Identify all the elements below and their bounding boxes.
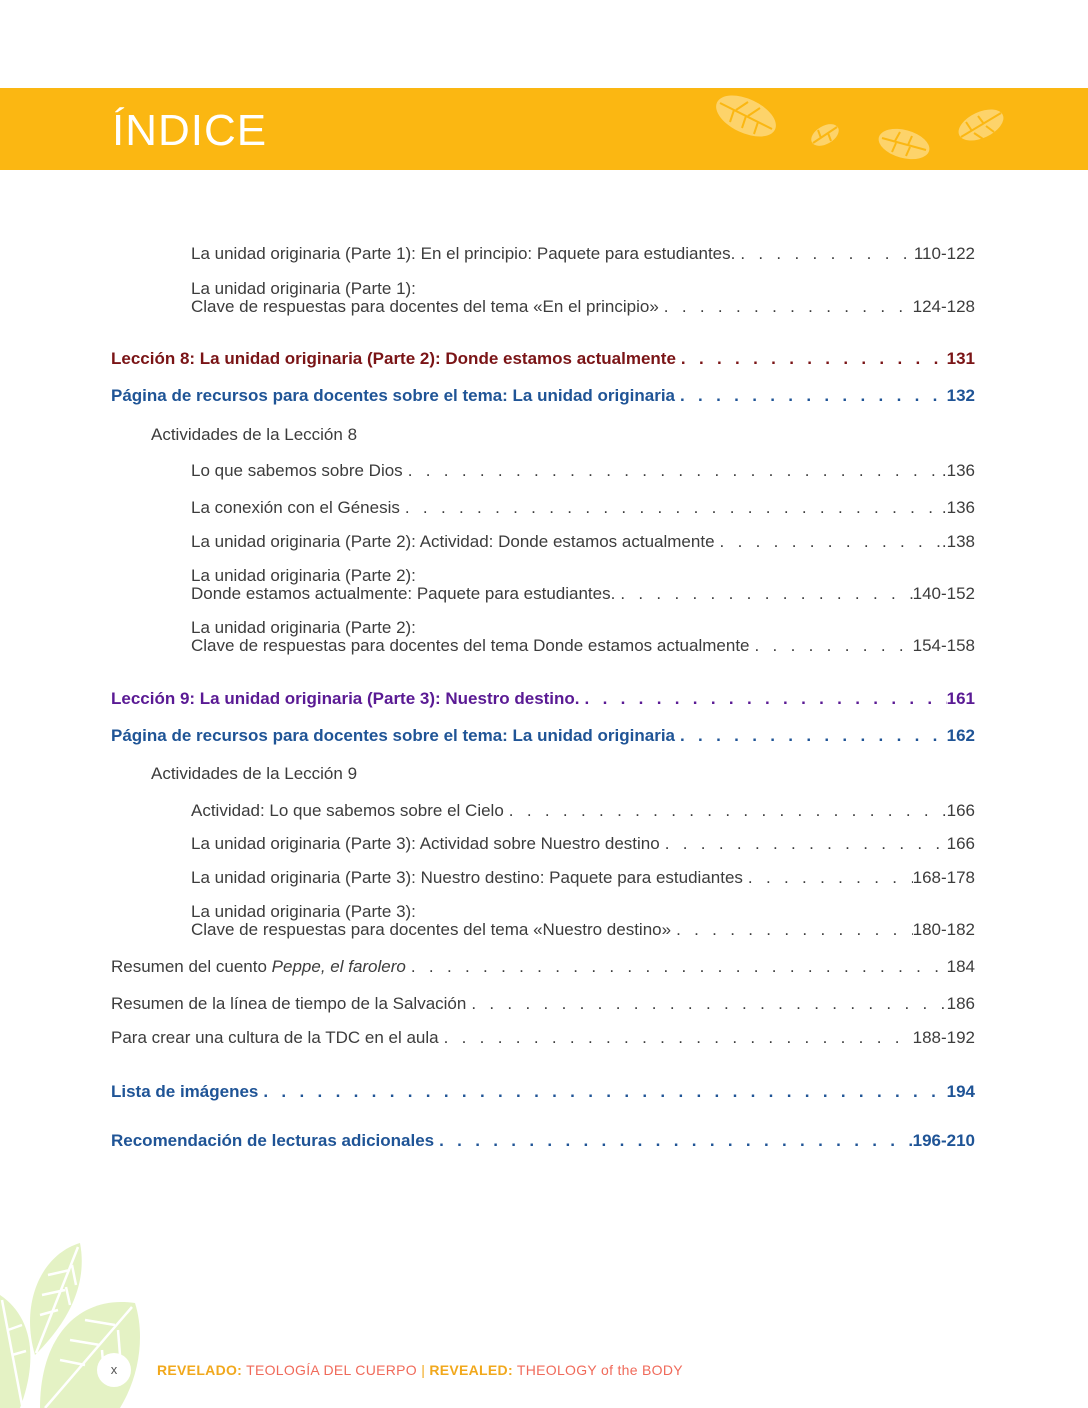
toc-section-heading: Actividades de la Lección 8 — [151, 425, 358, 444]
toc-entry[interactable] — [191, 619, 975, 655]
toc-entry[interactable] — [111, 1029, 975, 1047]
toc-entry-title-line1: La unidad originaria (Parte 3): — [191, 902, 416, 921]
toc-entry[interactable] — [111, 995, 975, 1013]
dot-leader — [715, 533, 942, 551]
dot-leader — [671, 921, 913, 939]
footer-es-title: TEOLOGÍA DEL CUERPO — [246, 1362, 417, 1378]
toc-section-heading: Actividades de la Lección 9 — [151, 764, 358, 783]
toc-entry-title: La unidad originaria (Parte 3): Nuestro destino: Paquete para estudiantes — [191, 868, 743, 887]
toc-entry-title: Lección 9: La unidad originaria (Parte 3): Nuestro destino. — [111, 689, 580, 708]
page-title: ÍNDICE — [112, 106, 268, 155]
toc-entry-title: Actividad: Lo que sabemos sobre el Cielo — [191, 801, 504, 820]
toc-entry-title: Lista de imágenes — [111, 1082, 259, 1101]
toc-entry-title: La unidad originaria (Parte 2): Actividad: Donde estamos actualmente — [191, 532, 715, 551]
footer-es-label: REVELADO: — [157, 1362, 243, 1378]
dot-leader — [403, 462, 942, 480]
toc-entry-pages: 131 — [946, 349, 975, 368]
toc-resource-entry[interactable] — [111, 387, 975, 405]
running-footer — [157, 1362, 683, 1378]
dot-leader — [439, 1029, 913, 1047]
toc-entry-pages: 162 — [946, 726, 975, 745]
toc-entry-title-line1: La unidad originaria (Parte 1): — [191, 279, 416, 298]
toc-entry[interactable] — [191, 499, 975, 517]
dot-leader — [659, 298, 913, 316]
toc-entry[interactable] — [111, 958, 975, 976]
toc-entry-pages: .136 — [941, 461, 975, 480]
toc-entry-pages: 196-210 — [912, 1131, 975, 1150]
dot-leader — [615, 585, 912, 603]
toc-entry-pages: 188-192 — [912, 1028, 975, 1047]
toc-entry-title-line1: La unidad originaria (Parte 2): — [191, 618, 416, 637]
toc-entry-pages: 180-182 — [912, 920, 975, 939]
toc-entry-pages: 154-158 — [912, 636, 975, 655]
dot-leader — [660, 835, 947, 853]
dot-leader — [504, 802, 947, 820]
leaves-decoration-icon — [700, 88, 1020, 170]
toc-entry-title: Para crear una cultura de la TDC en el aula — [111, 1028, 439, 1047]
footer-separator: | — [421, 1362, 426, 1378]
dot-leader — [400, 499, 942, 517]
toc-entry-pages: 132 — [946, 386, 975, 405]
dot-leader — [735, 245, 914, 263]
toc-entry[interactable] — [191, 462, 975, 480]
dot-leader — [580, 690, 947, 708]
dot-leader — [675, 387, 947, 405]
toc-entry-pages: 186 — [946, 994, 975, 1013]
toc-entry-title — [111, 958, 406, 976]
toc-entry-pages: 161 — [946, 689, 975, 708]
toc-entry-pages: 166 — [946, 801, 975, 820]
toc-entry-pages: 140-152 — [912, 584, 975, 603]
header-banner — [0, 88, 1088, 170]
page-number: x — [97, 1353, 131, 1387]
toc-images-entry[interactable] — [111, 1083, 975, 1101]
toc-entry-title: Página de recursos para docentes sobre el tema: La unidad originaria — [111, 386, 676, 405]
dot-leader — [434, 1132, 912, 1150]
toc-entry[interactable] — [191, 802, 975, 820]
toc-entry-title: La conexión con el Génesis — [191, 498, 400, 517]
toc-entry-pages: 124-128 — [912, 297, 975, 316]
footer-en-label: REVEALED: — [429, 1362, 513, 1378]
toc-resource-entry[interactable] — [111, 727, 975, 745]
toc-entry-pages: 194 — [946, 1082, 975, 1101]
dot-leader — [258, 1083, 946, 1101]
toc-entry-title: Donde estamos actualmente: Paquete para estudiantes. — [191, 584, 616, 603]
toc-entry-title: Recomendación de lecturas adicionales — [111, 1131, 435, 1150]
footer-en-title: THEOLOGY of the BODY — [516, 1362, 683, 1378]
leaf-decoration-icon — [0, 1235, 150, 1408]
toc-entry-title: Lección 8: La unidad originaria (Parte 2): Donde estamos actualmente — [111, 349, 676, 368]
toc-entry-title-plain: Resumen del cuento — [111, 957, 272, 976]
toc-entry[interactable] — [191, 280, 975, 316]
toc-entry-title: Clave de respuestas para docentes del tema «En el principio» — [191, 297, 659, 316]
dot-leader — [406, 958, 947, 976]
toc-reading-entry[interactable] — [111, 1132, 975, 1150]
toc-entry-pages: .138 — [941, 532, 975, 551]
toc-entry-pages: 168-178 — [912, 868, 975, 887]
toc-entry[interactable] — [191, 533, 975, 551]
toc-entry[interactable] — [191, 245, 975, 263]
toc-entry-title: Clave de respuestas para docentes del tema «Nuestro destino» — [191, 920, 672, 939]
dot-leader — [466, 995, 946, 1013]
toc-entry[interactable] — [191, 835, 975, 853]
toc-lesson-entry[interactable] — [111, 350, 975, 368]
toc-entry-title: Resumen de la línea de tiempo de la Salvación — [111, 994, 467, 1013]
toc-entry-title-italic: Peppe, el farolero — [271, 957, 406, 976]
dot-leader — [675, 727, 947, 745]
toc-entry-title: La unidad originaria (Parte 3): Actividad sobre Nuestro destino — [191, 834, 660, 853]
toc-entry-pages: 184 — [946, 957, 975, 976]
toc-entry[interactable] — [191, 903, 975, 939]
toc-entry[interactable] — [191, 567, 975, 603]
toc-lesson-entry[interactable] — [111, 690, 975, 708]
toc-entry-title: Página de recursos para docentes sobre el tema: La unidad originaria — [111, 726, 676, 745]
toc-entry-title: La unidad originaria (Parte 1): En el principio: Paquete para estudiantes. — [191, 244, 736, 263]
dot-leader — [750, 637, 913, 655]
toc-entry-pages: .136 — [941, 498, 975, 517]
toc-entry-pages: 166 — [946, 834, 975, 853]
toc-entry-title-line1: La unidad originaria (Parte 2): — [191, 566, 416, 585]
dot-leader — [676, 350, 947, 368]
toc-entry-pages: 110-122 — [913, 244, 975, 263]
toc-entry-title: Lo que sabemos sobre Dios — [191, 461, 403, 480]
toc-entry-title: Clave de respuestas para docentes del tema Donde estamos actualmente — [191, 636, 750, 655]
toc-entry[interactable] — [191, 869, 975, 887]
dot-leader — [743, 869, 913, 887]
